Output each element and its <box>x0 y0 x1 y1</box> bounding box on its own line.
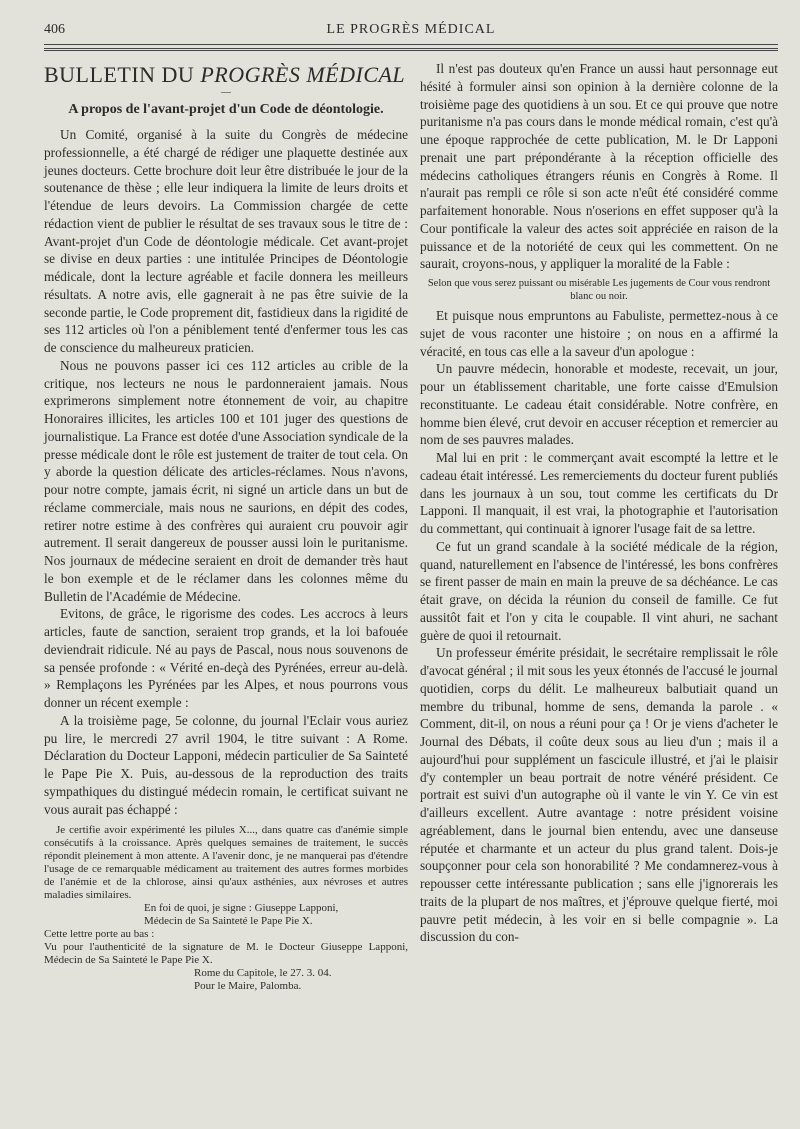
page-number: 406 <box>44 22 65 37</box>
right-column <box>420 60 778 946</box>
header-rule <box>44 44 778 51</box>
bulletin-title <box>44 62 408 88</box>
certificate-signature-title: Médecin de Sa Sainteté le Pape Pie X. <box>144 915 313 928</box>
paragraph: Et puisque nous empruntons au Fabuliste, permettez-nous à ce sujet de vous raconter une histoire ; on nous en a affirmé la véracité, en tous cas elle a la saveur d'un apologue : <box>420 308 778 359</box>
paragraph: Un professeur émérite présidait, le secrétaire remplissait le rôle d'avocat général ; il mit sous les yeux étonnés de l'accusé le journal quotidien, corps du délit. Le malheureux balbutiait quand un membre du tribunal, homme de sens, demanda la parole . « Comment, dit-il, on nous a réuni pour ça ! Or je viens d'acheter le Journal des Débats, il coûte deux sous au lieu d'un ; mais il a aujourd'hui pour supplément un fascicule illustré, et j'ai le plaisir d'y contempler un beau portrait de notre vénéré président. Ce portrait est suivi d'un autographe où il vante le vin Y. Ce vin est d'ailleurs excellent. Autre avantage : notre président voisine agréablement, dans le journal bien entendu, avec une danseuse réputée et charmante et un acteur du plus grand talent. Dois-je soupçonner pour cela son honorabilité ? Me condamnerez-vous à repousser cette intéressante publication ; sans elle j'ignorerais les traits de la plupart de nos maîtres, et j'éprouve quelque fierté, moi pauvre petit médecin, à les voir en si belle compagnie ». La discussion du con- <box>420 645 778 945</box>
paragraph: Ce fut un grand scandale à la société médicale de la région, quand, naturellement en l'absence de l'intéressé, les bons confrères se firent passer de main en main la preuve de sa déchéance. Le cas était grave, on décida la réunion du conseil de famille. Ce fut aussitôt fait et l'on y cita le coupable. Il vint ahuri, ne sachant guère de quoi il retournait. <box>420 538 778 643</box>
page-header <box>44 22 778 46</box>
certificate-signature: En foi de quoi, je signe : Giuseppe Lapponi, <box>144 902 339 915</box>
paragraph: Evitons, de grâce, le rigorisme des codes. Les accrocs à leurs articles, faute de sanction, seraient trop grands, et la loi bafouée deviendrait ridicule. Né au pays de Pascal, nous nous souvenons de sa pensée profonde : « Vérité en-deçà des Pyrénées, erreur au-delà. » Remplaçons les Pyrénées par les Alpes, et nous pourrons vous donner un récent exemple : <box>44 606 408 710</box>
paragraph: Un Comité, organisé à la suite du Congrès de médecine professionnelle, a été chargé de rédiger une plaquette destinée aux jeunes docteurs. Cette brochure doit leur être distribuée le jour de la soutenance de thèse ; elle leur indiquera la limite de leurs droits et l'étendue de leurs devoirs. La Commission chargée de cette rédaction vient de publier le résultat de ses travaux sous le titre de : Avant-projet d'un Code de déontologie médicale. Cet avant-projet se divise en deux parties : une intitulée Principes de Déontologie médicale, dont la lecture agréable et facile donnera les meilleurs résultats. A notre avis, elle gagnerait à ne pas être suivie de la seconde partie, le Code proprement dit, fastidieux dans la rigidité de ses 112 articles où l'on a péniblement tenté d'enfermer tous les cas de conscience du malheureux praticien. <box>44 127 408 355</box>
title-dash: — <box>221 87 231 98</box>
certificate-text: Je certifie avoir expérimenté les pilules X..., dans quatre cas d'anémie simple consécutifs à la croissance. Après quelques semaines de traitement, le succès répondit pleinement à mon attente. A l'avenir donc, je ne manquerai pas d'étendre l'usage de ce remarquable médicament au traitement des autres formes morbides de l'anémie et de la chlorose, ainsi qu'aux asthénies, aux névroses et autres maladies similaires. <box>44 824 408 902</box>
left-column <box>44 60 408 993</box>
bulletin-title-part: BULLETIN DU <box>44 62 195 87</box>
certificate-carry-note: Cette lettre porte au bas : <box>44 928 155 941</box>
paragraph: Un pauvre médecin, honorable et modeste, recevait, un jour, pour un établissement charitable, une forte caisse d'Emulsion reconstituante. Le cadeau était considérable. Notre confrère, en homme bien élevé, crut devoir en accuser réception et remercier au nom de ses pauvres malades. <box>420 361 778 448</box>
paragraph: A la troisième page, 5e colonne, du journal l'Eclair vous auriez pu lire, le mercredi 27 avril 1904, le titre suivant : A Rome. Déclaration du Docteur Lapponi, médecin particulier de Sa Sainteté le Pape Pie X. Puis, au-dessous de la reproduction des traits sympathiques du distingué médecin romain, le certificat suivant ne vous aurait pas échappé : <box>44 712 408 817</box>
certificate-authentication: Vu pour l'authenticité de la signature de M. le Docteur Giuseppe Lapponi, Médecin de Sa Sainteté le Pape Pie X. <box>44 941 408 967</box>
journal-title: LE PROGRÈS MÉDICAL <box>326 22 496 37</box>
paragraph: Il n'est pas douteux qu'en France un aussi haut personnage eut hésité à formuler ainsi son opinion à la dernière colonne de la troisième page des quotidiens à un sou. Et ce qui prouve que notre puritanisme n'a pas cours dans le monde médical romain, c'est qu'à une époque rapprochée de cette publication, M. le Dr Lapponi prenait une part prépondérante à la réception officielle des médecins catholiques étrangers réunis en Congrès à Rome. Il n'aurait pas rempli ce rôle si son acte n'eût été considéré comme parfaitement honorable. Nous n'oserions en effet supposer qu'à la Cour pontificale la valeur des actes soit appréciée en raison de la puissance et de la notoriété de ceux qui les commettent. On ne saurait, croyons-nous, y appliquer la moralité de la Fable : <box>420 61 778 272</box>
certificate-mayor: Pour le Maire, Palomba. <box>194 980 302 993</box>
bulletin-title-italic: PROGRÈS MÉDICAL <box>200 62 406 87</box>
paragraph: Mal lui en prit : le commerçant avait escompté la lettre et le cadeau était intéressé. Les remerciements du docteur furent publiés dans les journaux à un sou, tout comme les certificats du Dr Lapponi. Il manquait, il est vrai, la photographie et l'autorisation du commettant, qui continuait à ignorer l'usage fait de sa lettre. <box>420 450 778 536</box>
fable-quote: Selon que vous serez puissant ou misérable Les jugements de Cour vous rendront blanc ou noir. <box>427 278 771 302</box>
certificate-place-date: Rome du Capitole, le 27. 3. 04. <box>194 967 332 980</box>
article-subtitle: A propos de l'avant-projet d'un Code de déontologie. <box>68 102 384 117</box>
paragraph: Nous ne pouvons passer ici ces 112 articles au crible de la critique, nos lecteurs ne nous le pardonneraient jamais. Nous exprimerons simplement notre étonnement de voir, au chapitre Honoraires illicites, les articles 100 et 101 juger des questions de journalistique. La France est dotée d'une Association syndicale de la presse médicale dont le rôle est justement de traiter de tout cela. On y aborde la question délicate des articles-réclames. Nous n'avons, pour notre compte, jamais écrit, ni signé un article dans un but de réclame commerciale, mais nous ne saurions, en dépit des codes, retirer notre estime à des confrères qui auraient cru pouvoir agir autrement. Il serait dangereux de pousser aussi loin le puritanisme. Nos journaux de médecine seraient en droit de demander très haut le bon exemple et de le réclamer dans les colonnes même du Bulletin de l'Académie de Médecine. <box>44 357 408 604</box>
